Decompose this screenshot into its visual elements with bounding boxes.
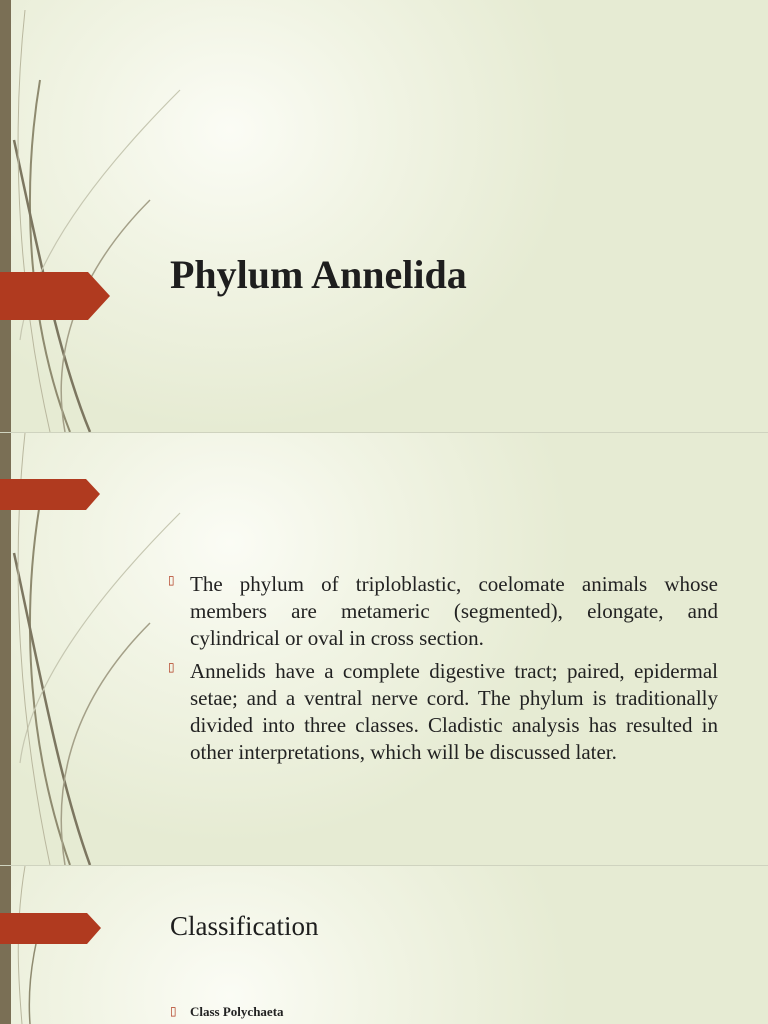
slide-3	[0, 866, 768, 1024]
decorative-curves-icon	[0, 866, 200, 1024]
accent-tab	[0, 272, 110, 320]
bullet-text: Annelids have a complete digestive tract; paired, epidermal setae; and a ventral nerve cord. The phylum is traditionally divided into three classes. Cladistic analysis has resulted in other interpretations, which will be discussed later.	[190, 659, 718, 764]
square-bullet-icon: ▯	[168, 573, 175, 587]
slide-1	[0, 0, 768, 432]
accent-tab	[0, 913, 101, 944]
list-item	[168, 571, 718, 652]
square-bullet-icon: ▯	[170, 1004, 177, 1018]
decorative-curves-icon	[0, 0, 200, 432]
section-heading: Classification	[170, 911, 319, 941]
square-bullet-icon: ▯	[168, 660, 175, 674]
accent-tab	[0, 479, 100, 510]
bullet-list	[168, 571, 718, 772]
bullet-text: The phylum of triploblastic, coelomate animals whose members are metameric (segmented), elongate, and cylindrical or oval in cross section.	[190, 572, 718, 650]
slide-2	[0, 433, 768, 865]
list-item	[168, 658, 718, 766]
list-item	[170, 1004, 284, 1020]
list-item-text: Class Polychaeta	[190, 1004, 284, 1019]
slide-title: Phylum Annelida	[170, 252, 467, 297]
